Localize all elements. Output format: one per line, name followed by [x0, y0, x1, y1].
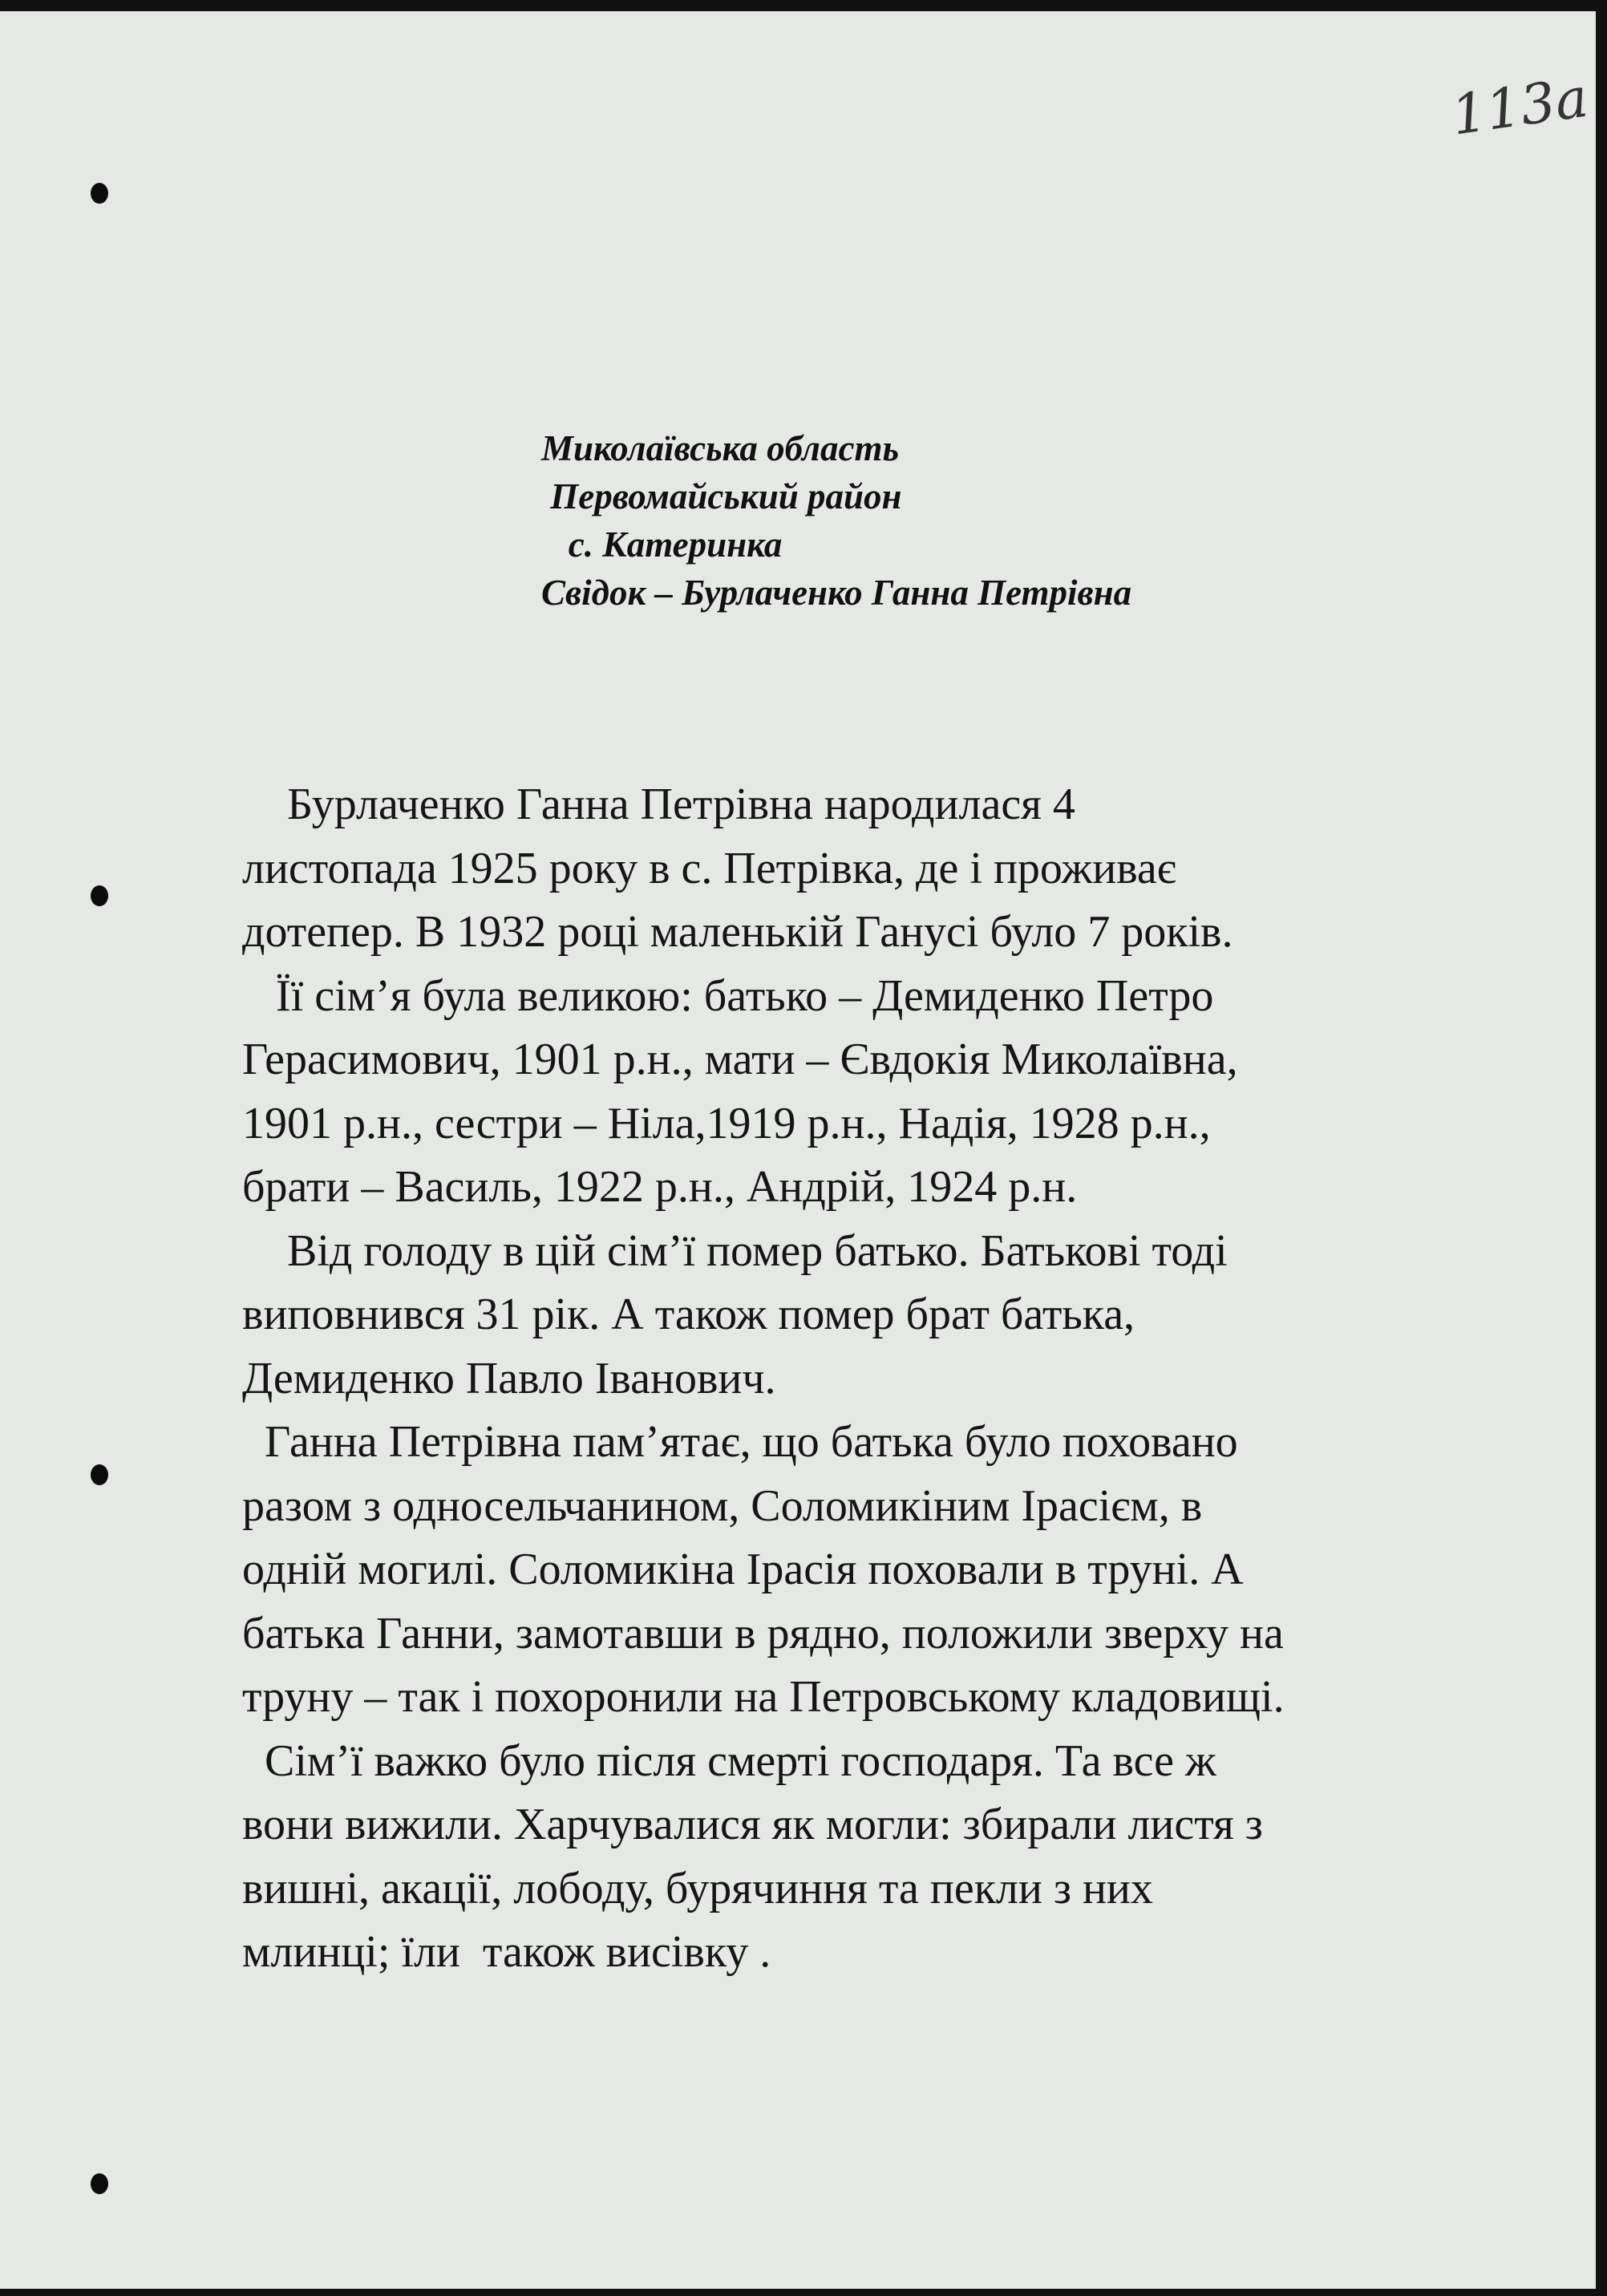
text-line: Бурлаченко Ганна Петрівна народилася 4 — [242, 780, 1075, 829]
text-line: одній могилі. Соломикіна Ірасія поховали в труні. А — [242, 1545, 1244, 1594]
text-line: разом з односельчанином, Соломикіним Ірасієм, в — [242, 1480, 1203, 1531]
text-line: Демиденко Павло Іванович. — [242, 1353, 776, 1403]
text-line: Герасимович, 1901 р.н., мати – Євдокія Миколаївна, — [242, 1035, 1238, 1084]
text-line: Ганна Петрівна пам’ятає, що батька було поховано — [242, 1417, 1238, 1467]
text-line: виповнився 31 рік. А також помер брат батька, — [242, 1290, 1135, 1339]
header-village: с. Катеринка — [541, 524, 783, 565]
text-line: листопада 1925 року в с. Петрівка, де і проживає — [242, 843, 1176, 893]
text-line: Її сім’я була великою: батько – Демиденко Петро — [242, 970, 1214, 1021]
text-line: батька Ганни, замотавши в рядно, положили зверху на — [242, 1608, 1284, 1658]
handwritten-page-number: 113a — [1447, 66, 1593, 148]
header-district: Первомайський район — [541, 476, 902, 516]
text-line: труну – так і похоронили на Петровському кладовищі. — [242, 1672, 1285, 1722]
punch-hole — [91, 885, 108, 906]
punch-hole — [91, 2173, 108, 2194]
punch-hole — [91, 1464, 108, 1485]
text-line: вони вижили. Харчувалися як могли: збирали листя з — [242, 1800, 1263, 1849]
text-line: Сім’ї важко було після смерті господаря. Та все ж — [242, 1735, 1216, 1786]
header-witness: Свідок – Бурлаченко Ганна Петрівна — [541, 573, 1132, 613]
text-line: млинці; їли також висівку . — [242, 1927, 771, 1977]
text-line: 1901 р.н., сестри – Ніла,1919 р.н., Надія, 1928 р.н., — [242, 1098, 1211, 1148]
text-line: брати – Василь, 1922 р.н., Андрій, 1924 р.н. — [242, 1162, 1078, 1212]
document-page — [0, 11, 1596, 2289]
punch-hole — [91, 183, 108, 204]
text-line: дотепер. В 1932 році маленькій Ганусі було 7 років. — [242, 907, 1233, 957]
document-header — [541, 424, 1131, 617]
header-region: Миколаївська область — [541, 428, 900, 468]
text-line: Від голоду в цій сім’ї помер батько. Батькові тоді — [242, 1225, 1228, 1276]
text-line: вишні, акації, лободу, бурячиння та пекли з них — [242, 1863, 1153, 1913]
testimony-text — [242, 773, 1285, 1985]
